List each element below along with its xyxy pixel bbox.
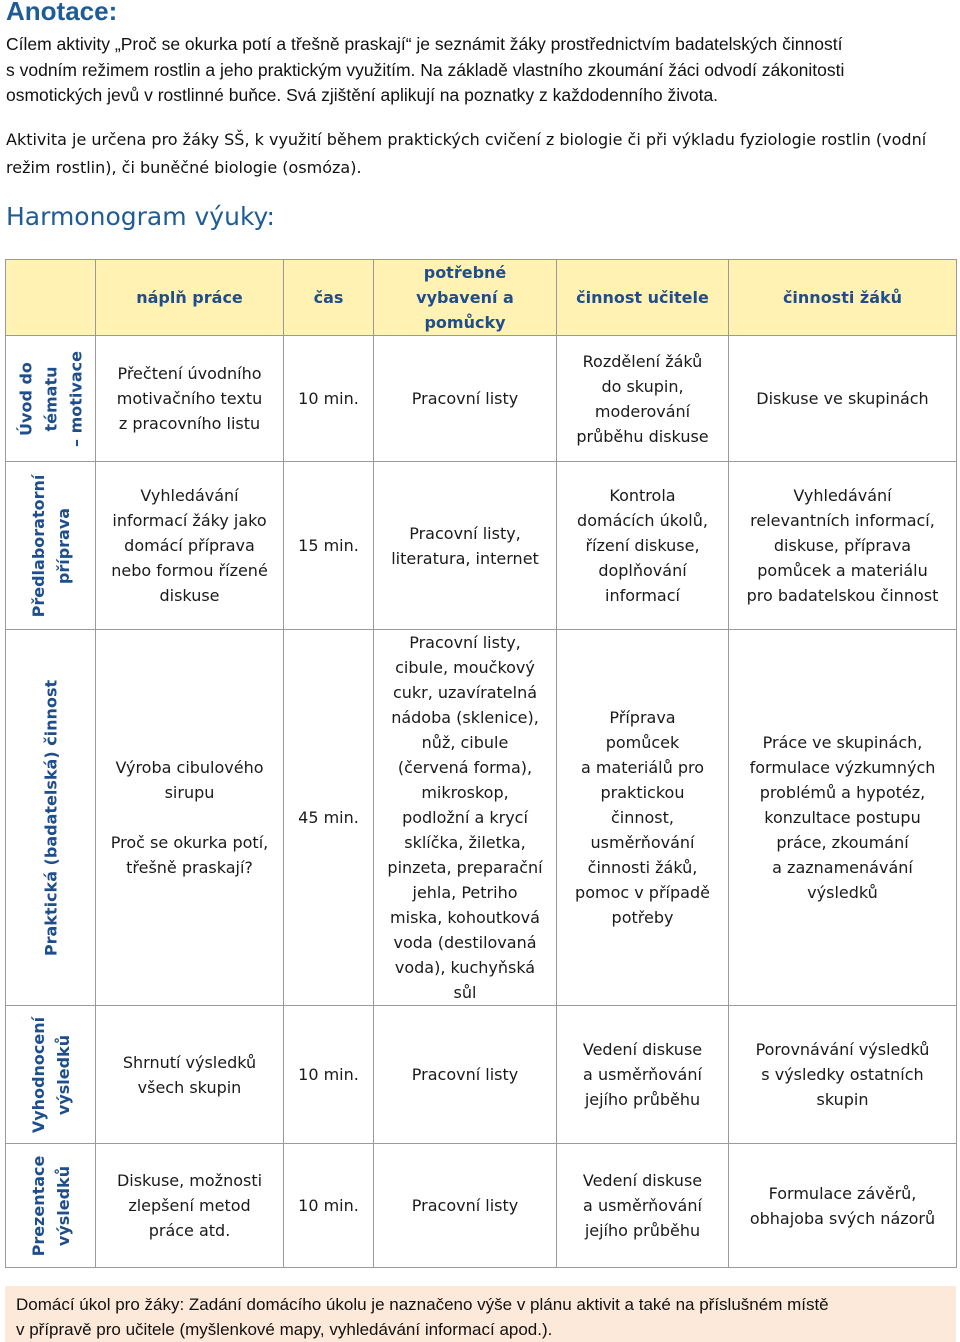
text-line: Aktivita je určena pro žáky SŠ, k využití během praktických cvičení z biologie či při výkladu fyziologie rostlin (vodní: [6, 130, 927, 149]
text-line: a materiálů pro: [580, 758, 705, 777]
text-line: jehla, Petriho: [412, 883, 518, 902]
text-line: nebo formou řízené: [111, 561, 268, 580]
text-line: Pracovní listy,: [409, 523, 521, 543]
text-line: formulace výzkumných: [749, 758, 936, 777]
text-line: práce, zkoumání: [776, 833, 909, 852]
text-line: výsledků: [53, 1165, 73, 1246]
text-line: cibule, moučkový: [395, 658, 535, 677]
cell-students: [729, 462, 957, 630]
cell-students: [729, 630, 957, 1006]
text-line: Vyhledávání: [140, 486, 239, 505]
text-line: pomůcek: [605, 733, 680, 752]
text-line: práce atd.: [148, 1221, 231, 1240]
text-line: mikroskop,: [421, 783, 509, 802]
text-line: a zaznamenávání: [772, 858, 913, 877]
text-line: usměrňování: [590, 833, 695, 852]
annotation-paragraph-2: [6, 126, 926, 182]
schedule-heading: Harmonogram výuky:: [6, 202, 275, 231]
text-line: Výroba cibulového: [115, 758, 264, 777]
text-line: [100, 805, 279, 830]
cell-time: 10 min.: [284, 336, 374, 462]
cell-time: 45 min.: [284, 630, 374, 1006]
text-line: Proč se okurka potí,: [110, 833, 269, 852]
text-line: Diskuse, možnosti: [116, 1171, 263, 1190]
text-line: obhajoba svých názorů: [749, 1208, 936, 1228]
cell-equipment: [374, 630, 557, 1006]
cell-time: 10 min.: [284, 1006, 374, 1144]
cell-time: 10 min.: [284, 1144, 374, 1268]
text-line: relevantních informací,: [750, 511, 935, 530]
text-line: režim rostlin), či buněčné biologie (osmóza).: [6, 158, 362, 177]
phase-label-text: [26, 474, 76, 617]
cell-work: [96, 630, 284, 1006]
cell-equipment: [374, 462, 557, 630]
cell-work: [96, 1006, 284, 1144]
table-row: [6, 336, 957, 462]
cell-work: [96, 336, 284, 462]
text-line: v přípravě pro učitele (myšlenkové mapy, vyhledávání informací apod.).: [16, 1320, 553, 1339]
text-line: všech skupin: [137, 1077, 242, 1097]
cell-teacher: [557, 336, 729, 462]
text-line: motivačního textu: [116, 389, 263, 408]
text-line: Příprava: [609, 708, 676, 727]
text-line: Domácí úkol pro žáky: Zadání domácího úkolu je naznačeno výše v plánu aktivit a také na příslušném místě: [16, 1295, 829, 1314]
text-line: domácí příprava: [124, 536, 255, 555]
text-line: cukr, uzavíratelná: [392, 683, 538, 702]
text-line: Pracovní listy: [411, 389, 519, 408]
phase-label: [6, 336, 96, 462]
text-line: pinzeta, preparační: [387, 858, 543, 877]
text-line: Úvod do: [16, 361, 35, 436]
text-line: Přečtení úvodního: [117, 364, 262, 383]
text-line: jejího průběhu: [584, 1221, 701, 1240]
text-line: s výsledky ostatních: [761, 1065, 924, 1084]
text-line: moderování: [594, 401, 691, 421]
text-line: Vyhodnocení: [28, 1016, 48, 1133]
text-line: z pracovního listu: [118, 414, 261, 433]
text-line: podložní a krycí: [402, 808, 528, 827]
phase-label-text: [38, 679, 63, 955]
text-line: výsledků: [53, 1034, 73, 1115]
column-header-work: náplň práce: [96, 260, 284, 336]
text-line: diskuse: [159, 586, 220, 605]
text-line: informací žáky jako: [112, 511, 267, 530]
text-line: Kontrola: [609, 486, 676, 505]
text-line: Formulace závěrů,: [768, 1183, 917, 1203]
text-line: Pracovní listy: [411, 1196, 519, 1215]
text-line: do skupin,: [601, 376, 684, 396]
cell-teacher: [557, 1006, 729, 1144]
text-line: sirupu: [164, 783, 215, 802]
cell-equipment: [374, 336, 557, 462]
text-line: jejího průběhu: [584, 1090, 701, 1109]
text-line: a usměrňování: [583, 1196, 702, 1215]
text-line: Praktická (badatelská) činnost: [41, 679, 60, 956]
text-line: problémů a hypotéz,: [759, 783, 926, 802]
text-line: konzultace postupu: [764, 808, 921, 827]
text-line: miska, kohoutková: [390, 908, 540, 927]
text-line: domácích úkolů,: [577, 511, 708, 530]
text-line: diskuse, příprava: [773, 536, 912, 555]
text-line: třešně praskají?: [126, 858, 253, 877]
cell-work: [96, 462, 284, 630]
text-line: doplňování: [598, 561, 687, 580]
text-line: (červená forma),: [397, 758, 533, 777]
cell-students: [729, 336, 957, 462]
text-line: – motivace: [66, 350, 85, 447]
text-line: Shrnutí výsledků: [122, 1052, 257, 1072]
annotation-paragraph-1: [6, 32, 844, 109]
cell-teacher: [557, 462, 729, 630]
table-row: [6, 1144, 957, 1268]
table-row: [6, 1006, 957, 1144]
column-header-equipment: potřebné vybavení a pomůcky: [374, 260, 557, 336]
text-line: Pracovní listy,: [409, 633, 521, 652]
text-line: skupin: [816, 1090, 869, 1109]
table-header-row: [6, 260, 957, 336]
text-line: činnosti žáků,: [587, 858, 698, 877]
text-line: průběhu diskuse: [576, 426, 709, 446]
text-line: řízení diskuse,: [585, 536, 700, 555]
text-line: výsledků: [807, 883, 878, 902]
text-line: voda), kuchyňská: [394, 958, 536, 977]
cell-teacher: [557, 1144, 729, 1268]
phase-label: [6, 1006, 96, 1144]
text-line: Vedení diskuse: [582, 1171, 703, 1190]
table-row: [6, 630, 957, 1006]
text-line: sůl: [453, 983, 477, 1002]
phase-label-text: [26, 1016, 76, 1132]
text-line: osmotických jevů v rostlinné buňce. Svá zjištění aplikují na poznatky z každodenního života.: [6, 85, 719, 105]
column-header-teacher: činnost učitele: [557, 260, 729, 336]
phase-label: [6, 630, 96, 1006]
text-line: Porovnávání výsledků: [755, 1040, 930, 1059]
text-line: pro badatelskou činnost: [746, 586, 939, 605]
schedule-table: [5, 259, 957, 1268]
text-line: příprava: [53, 507, 73, 584]
phase-label-text: [13, 351, 88, 447]
text-line: Diskuse ve skupinách: [756, 389, 929, 408]
text-line: nůž, cibule: [421, 733, 509, 752]
text-line: Práce ve skupinách,: [762, 733, 923, 752]
cell-students: [729, 1006, 957, 1144]
text-line: Rozdělení žáků: [582, 351, 703, 371]
text-line: sklíčka, žiletka,: [404, 833, 526, 852]
cell-time: 15 min.: [284, 462, 374, 630]
column-header-time: čas: [284, 260, 374, 336]
text-line: pomoc v případě: [575, 883, 710, 902]
text-line: informací: [605, 586, 680, 605]
annotation-heading: Anotace:: [6, 0, 118, 26]
text-line: praktickou: [600, 783, 685, 802]
cell-work: [96, 1144, 284, 1268]
column-header-students: činnosti žáků: [729, 260, 957, 336]
phase-label: [6, 462, 96, 630]
text-line: Prezentace: [28, 1155, 48, 1256]
text-line: zlepšení metod: [128, 1196, 251, 1215]
text-line: Pracovní listy: [411, 1065, 519, 1084]
text-line: nádoba (sklenice),: [391, 708, 539, 727]
header-corner: [6, 260, 96, 336]
text-line: Vedení diskuse: [582, 1040, 703, 1059]
text-line: Cílem aktivity „Proč se okurka potí a třešně praskají“ je seznámit žáky prostřednictvím badatelských činností: [6, 34, 843, 54]
text-line: s vodním režimem rostlin a jeho praktickým využitím. Na základě vlastního zkoumání žáci odvodí zákonitosti: [6, 59, 845, 80]
text-line: Předlaboratorní: [28, 474, 48, 617]
text-line: a usměrňování: [583, 1065, 702, 1084]
phase-label: [6, 1144, 96, 1268]
text-line: činnost,: [610, 808, 674, 827]
cell-equipment: [374, 1144, 557, 1268]
phase-label-text: [26, 1155, 76, 1256]
text-line: Vyhledávání: [793, 486, 892, 505]
text-line: potřeby: [611, 908, 674, 927]
cell-teacher: [557, 630, 729, 1006]
cell-equipment: [374, 1006, 557, 1144]
text-line: pomůcek a materiálu: [757, 561, 928, 580]
homework-note: [5, 1286, 956, 1342]
text-line: tématu: [41, 366, 60, 432]
cell-students: [729, 1144, 957, 1268]
table-row: [6, 462, 957, 630]
text-line: voda (destilovaná: [393, 933, 537, 952]
text-line: literatura, internet: [391, 548, 539, 568]
